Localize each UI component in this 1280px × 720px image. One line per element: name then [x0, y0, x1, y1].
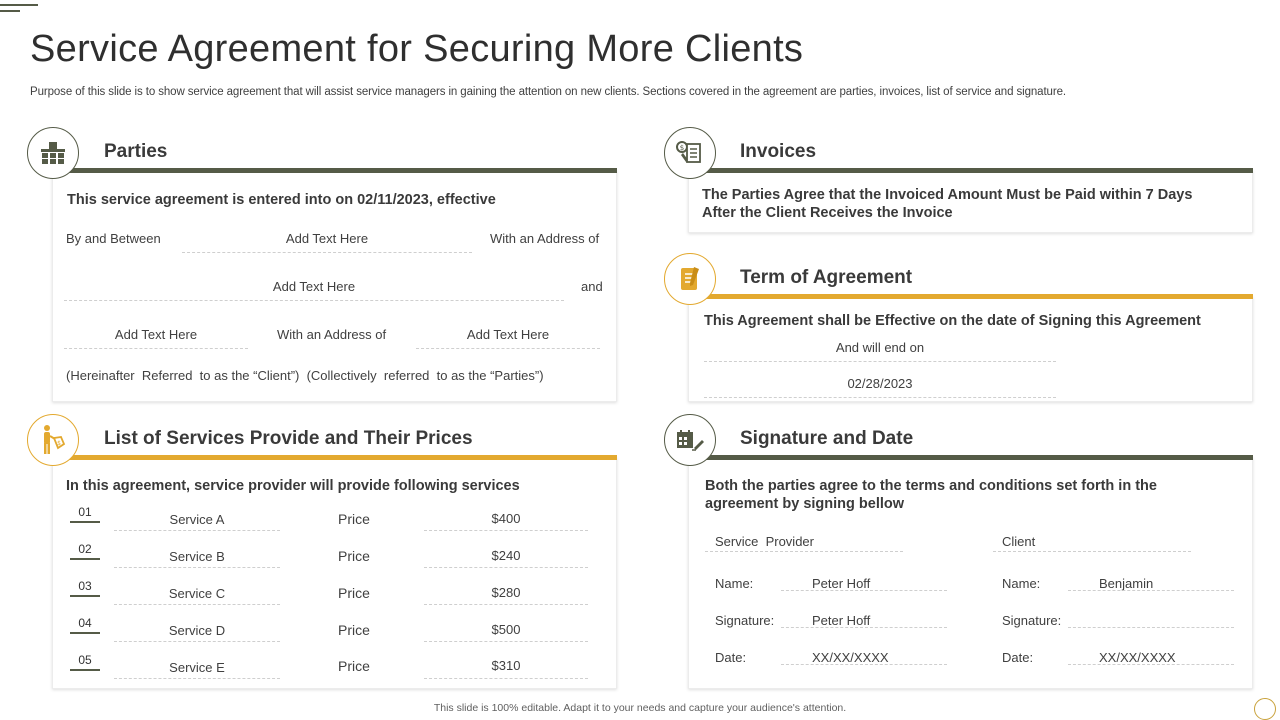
service-number-underline	[70, 521, 100, 523]
by-between-label: By and Between	[66, 231, 161, 246]
term-end-date-line	[704, 397, 1056, 398]
signature-icon-circle	[664, 414, 716, 466]
service-number: 03	[78, 579, 92, 593]
client-name-line	[1068, 590, 1234, 591]
provider-title: Service Provider	[715, 534, 814, 549]
service-price-line	[424, 678, 588, 679]
service-name-line	[114, 678, 280, 679]
service-name-line	[114, 604, 280, 605]
client-name-value[interactable]: Benjamin	[1099, 576, 1154, 591]
service-number-underline	[70, 558, 100, 560]
and-label: and	[581, 279, 603, 294]
address-of-label-2: With an Address of	[277, 327, 387, 342]
provider-date-value[interactable]: XX/XX/XXXX	[812, 650, 889, 665]
service-price: $240	[491, 548, 521, 563]
parties-intro: This service agreement is entered into on 02/11/2023, effective	[67, 192, 496, 208]
footer-note: This slide is 100% editable. Adapt it to your needs and capture your audience's attention.	[433, 702, 847, 714]
parties-bar	[52, 168, 617, 173]
contract-icon	[677, 265, 703, 293]
price-label: Price	[338, 658, 370, 674]
client-signature-label: Signature:	[1002, 613, 1062, 628]
term-body: This Agreement shall be Effective on the date of Signing this Agreement	[704, 313, 1201, 329]
signature-bar	[688, 455, 1253, 460]
provider-date-label: Date:	[715, 650, 747, 665]
invoices-body: The Parties Agree that the Invoiced Amount Must be Paid within 7 Days After the Client Receives the Invoice	[702, 187, 1193, 221]
service-price-line	[424, 641, 588, 642]
price-label: Price	[338, 511, 370, 527]
service-number: 05	[78, 653, 92, 667]
invoices-bar	[688, 168, 1253, 173]
client-date-value[interactable]: XX/XX/XXXX	[1099, 650, 1176, 665]
service-price: $310	[491, 658, 521, 673]
service-price-line	[424, 604, 588, 605]
service-name-line	[114, 530, 280, 531]
service-name: Service D	[168, 623, 226, 638]
services-heading: List of Services Provide and Their Prices	[104, 428, 473, 449]
party-field-1[interactable]: Add Text Here	[285, 231, 369, 246]
provider-signature-value[interactable]: Peter Hoff	[812, 613, 871, 628]
price-tag-person-icon	[39, 424, 67, 456]
client-date-label: Date:	[1002, 650, 1034, 665]
parties-heading: Parties	[104, 141, 168, 162]
term-end-label-line	[704, 361, 1056, 362]
page-subtitle: Purpose of this slide is to show service agreement that will assist service managers in gaining the attention on new clients. Sections covered in the agreement are parties, invoices, list of service and signature.	[30, 86, 1066, 98]
service-price: $500	[491, 622, 521, 637]
party-field-3-line	[64, 348, 248, 349]
corner-circle-decoration	[1254, 698, 1276, 720]
provider-name-line	[781, 590, 947, 591]
party-field-1-line	[182, 252, 472, 253]
provider-signature-label: Signature:	[715, 613, 775, 628]
provider-name-value[interactable]: Peter Hoff	[812, 576, 871, 591]
services-bar	[52, 455, 617, 460]
party-field-2-line	[64, 300, 564, 301]
service-name-line	[114, 641, 280, 642]
client-title-line	[993, 551, 1191, 552]
term-heading: Term of Agreement	[740, 267, 913, 288]
page-title: Service Agreement for Securing More Clients	[30, 28, 804, 70]
services-intro: In this agreement, service provider will provide following services	[66, 478, 520, 494]
price-label: Price	[338, 548, 370, 564]
party-field-4-line	[416, 348, 600, 349]
invoices-heading: Invoices	[740, 141, 817, 162]
service-price: $400	[491, 511, 521, 526]
svg-text:$: $	[679, 144, 685, 152]
provider-date-line	[781, 664, 947, 665]
hereinafter-text: (Hereinafter Referred to as the “Client”) (Collectively referred to as the “Parties”)	[66, 368, 544, 383]
parties-icon-circle	[27, 127, 79, 179]
calendar-pen-icon	[675, 428, 705, 452]
price-label: Price	[338, 585, 370, 601]
service-number: 02	[78, 542, 92, 556]
invoice-icon	[675, 140, 705, 166]
party-field-2[interactable]: Add Text Here	[272, 279, 356, 294]
client-signature-line	[1068, 627, 1234, 628]
service-number-underline	[70, 595, 100, 597]
service-number: 01	[78, 505, 92, 519]
service-number-underline	[70, 669, 100, 671]
party-field-3[interactable]: Add Text Here	[114, 327, 198, 342]
term-end-date[interactable]: 02/28/2023	[847, 376, 913, 391]
service-name: Service E	[169, 660, 225, 675]
service-number-underline	[70, 632, 100, 634]
address-of-label-1: With an Address of	[490, 231, 600, 246]
party-field-4[interactable]: Add Text Here	[466, 327, 550, 342]
service-number: 04	[78, 616, 92, 630]
service-price: $280	[491, 585, 521, 600]
service-price-line	[424, 567, 588, 568]
svg-text:$: $	[57, 440, 61, 447]
term-icon-circle	[664, 253, 716, 305]
provider-name-label: Name:	[715, 576, 754, 591]
term-end-label: And will end on	[835, 340, 925, 355]
team-icon	[40, 141, 66, 165]
client-date-line	[1068, 664, 1234, 665]
service-name: Service C	[168, 586, 226, 601]
client-title: Client	[1002, 534, 1036, 549]
service-price-line	[424, 530, 588, 531]
service-name: Service A	[169, 512, 225, 527]
provider-title-line	[705, 551, 903, 552]
service-name-line	[114, 567, 280, 568]
term-bar	[688, 294, 1253, 299]
service-name: Service B	[169, 549, 225, 564]
client-name-label: Name:	[1002, 576, 1041, 591]
provider-signature-line	[781, 627, 947, 628]
signature-body: Both the parties agree to the terms and conditions set forth in the agreement by signing bellow	[705, 478, 1157, 512]
invoices-icon-circle	[664, 127, 716, 179]
services-icon-circle	[27, 414, 79, 466]
price-label: Price	[338, 622, 370, 638]
signature-heading: Signature and Date	[740, 428, 914, 449]
